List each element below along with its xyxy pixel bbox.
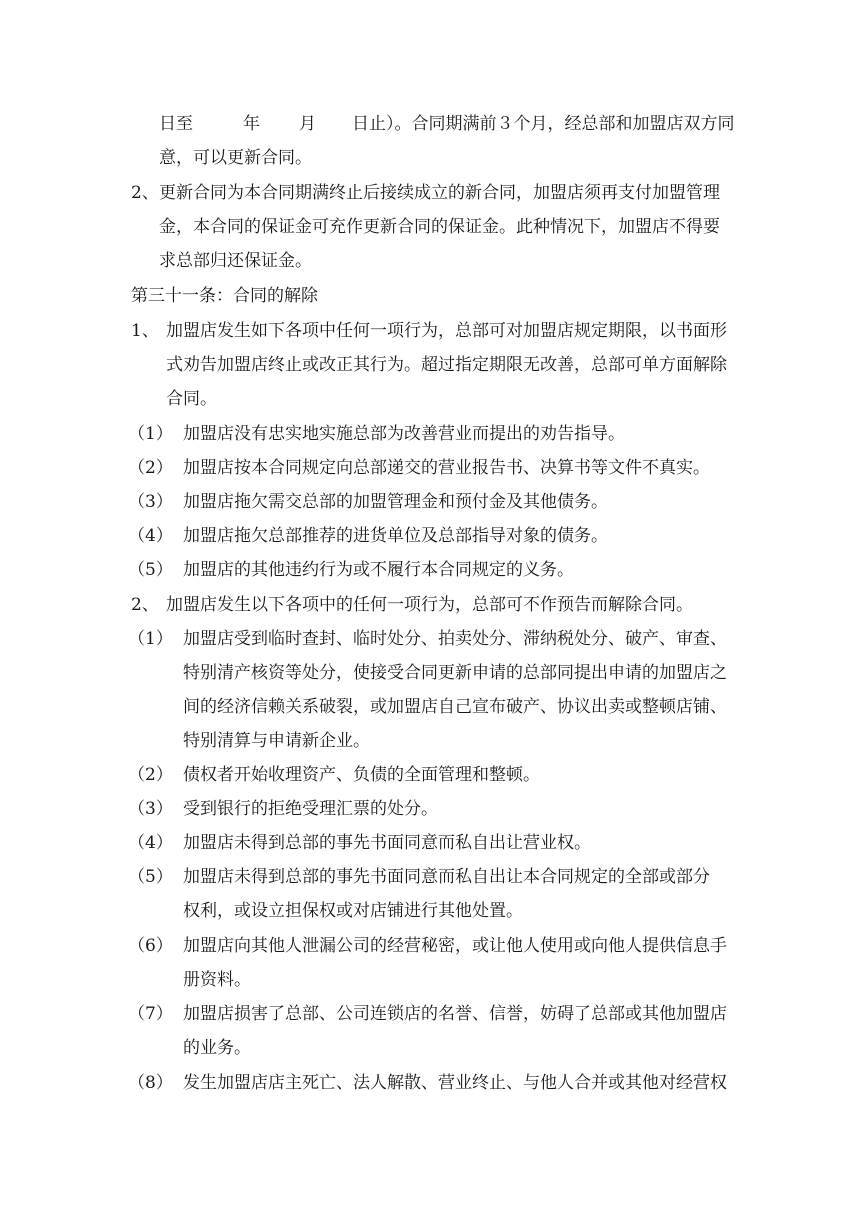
item2-line-3: 求总部归还保证金。: [159, 251, 312, 271]
clause2-item-number: （5）: [128, 867, 173, 887]
clause2-item-text: 加盟店未得到总部的事先书面同意而私自出让营业权。: [183, 833, 591, 853]
intro-line-1a: 日至: [159, 114, 193, 134]
item2-line-2: 金，本合同的保证金可充作更新合同的保证金。此种情况下，加盟店不得要: [159, 217, 720, 237]
clause2-item-number: （7）: [128, 1004, 173, 1024]
intro-line-2: 意，可以更新合同。: [159, 148, 312, 168]
clause1-item-text: 加盟店拖欠需交总部的加盟管理金和预付金及其他债务。: [183, 492, 608, 512]
clause2-item-text: 特别清产核资等处分，使接受合同更新申请的总部同提出申请的加盟店之: [183, 663, 727, 683]
clause2-item-text: 权利，或设立担保权或对店铺进行其他处置。: [183, 901, 523, 921]
clause2-item-number: （8）: [128, 1073, 173, 1093]
clause1-item-text: 加盟店的其他违约行为或不履行本合同规定的义务。: [183, 560, 574, 580]
clause2-number: 2、: [131, 595, 159, 615]
clause2-item-text: 债权者开始收理资产、负债的全面管理和整顿。: [183, 765, 540, 785]
item2-number: 2、: [131, 183, 159, 203]
clause2-item-text: 加盟店受到临时查封、临时处分、拍卖处分、滞纳税处分、破产、审查、: [183, 629, 727, 649]
clause1-item-text: 加盟店按本合同规定向总部递交的营业报告书、决算书等文件不真实。: [183, 458, 710, 478]
clause2-item-number: （3）: [128, 799, 173, 819]
clause2-item-text: 受到银行的拒绝受理汇票的处分。: [183, 799, 438, 819]
clause1-line-3: 合同。: [166, 389, 217, 409]
clause1-item-text: 加盟店拖欠总部推荐的进货单位及总部指导对象的债务。: [183, 526, 608, 546]
clause2-item-number: （6）: [128, 936, 173, 956]
clause2-item-text: 特别清算与申请新企业。: [183, 731, 370, 751]
article-heading: 第三十一条：合同的解除: [131, 286, 318, 306]
clause2-item-number: （1）: [128, 629, 173, 649]
clause2-item-number: （4）: [128, 833, 173, 853]
clause2-item-text: 册资料。: [183, 970, 251, 990]
intro-line-1c: 月: [299, 114, 316, 134]
clause1-line-1: 加盟店发生如下各项中任何一项行为，总部可对加盟店规定期限，以书面形: [166, 321, 727, 341]
clause2-item-number: （2）: [128, 765, 173, 785]
clause1-item-number: （2）: [128, 458, 173, 478]
clause2-item-text: 加盟店向其他人泄漏公司的经营秘密，或让他人使用或向他人提供信息手: [183, 936, 727, 956]
clause1-item-text: 加盟店没有忠实地实施总部为改善营业而提出的劝告指导。: [183, 424, 625, 444]
clause1-item-number: （1）: [128, 424, 173, 444]
clause1-line-2: 式劝告加盟店终止或改正其行为。超过指定期限无改善，总部可单方面解除: [166, 355, 727, 375]
item2-line-1: 更新合同为本合同期满终止后接续成立的新合同，加盟店须再支付加盟管理: [159, 183, 720, 203]
clause2-line-1: 加盟店发生以下各项中的任何一项行为，总部可不作预告而解除合同。: [166, 595, 693, 615]
intro-line-1d: 日止）。合同期满前３个月，经总部和加盟店双方同: [352, 114, 735, 134]
clause2-item-text: 的业务。: [183, 1038, 251, 1058]
intro-line-1b: 年: [243, 114, 260, 134]
clause2-item-text: 发生加盟店店主死亡、法人解散、营业终止、与他人合并或其他对经营权: [183, 1073, 727, 1093]
clause1-number: 1、: [131, 321, 159, 341]
clause2-item-text: 加盟店损害了总部、公司连锁店的名誉、信誉，妨碍了总部或其他加盟店: [183, 1004, 727, 1024]
clause1-item-number: （5）: [128, 560, 173, 580]
clause2-item-text: 加盟店未得到总部的事先书面同意而私自出让本合同规定的全部或部分: [183, 867, 710, 887]
clause1-item-number: （3）: [128, 492, 173, 512]
clause1-item-number: （4）: [128, 526, 173, 546]
clause2-item-text: 间的经济信赖关系破裂，或加盟店自己宣布破产、协议出卖或整顿店铺、: [183, 697, 727, 717]
